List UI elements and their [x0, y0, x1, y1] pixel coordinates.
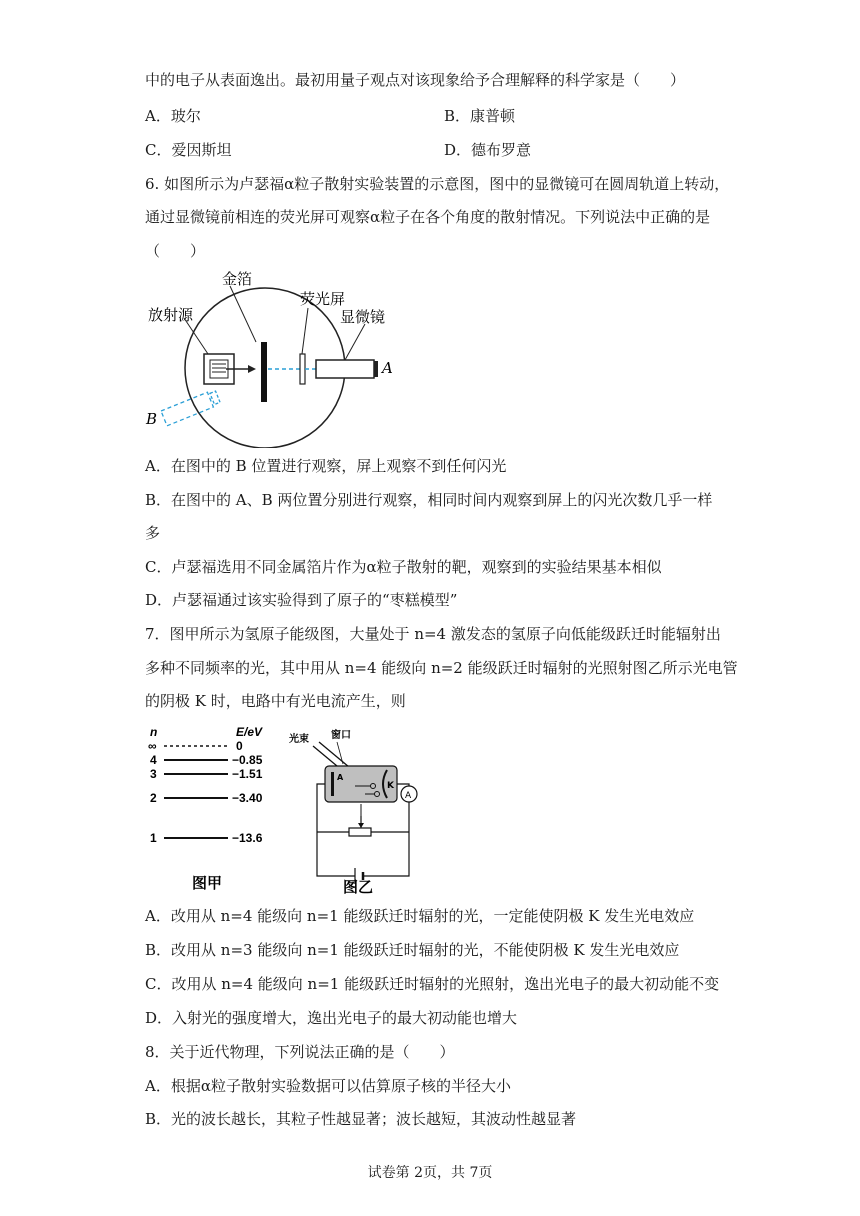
label-ammeter: A [405, 791, 412, 801]
q5-option-a: A．玻尔 [145, 107, 201, 125]
n-header: n [150, 725, 158, 739]
page-footer: 试卷第 2页，共 7页 [367, 1165, 493, 1181]
q5-option-b: B．康普顿 [444, 107, 516, 125]
label-source: 放射源 [148, 306, 194, 324]
q6-stem-line3: （ ） [145, 242, 206, 260]
q7-stem-line1: 7．图甲所示为氢原子能级图，大量处于 n=4 激发态的氢原子向低能级跃迁时能辐射出 [145, 625, 721, 643]
q6-stem-line1: 6. 如图所示为卢瑟福α粒子散射实验装置的示意图，图中的显微镜可在圆周轨道上转动， [145, 175, 730, 193]
gold-foil-mark [261, 342, 267, 402]
level-e-2: −3.40 [232, 791, 263, 805]
label-position-a: A [382, 359, 393, 377]
e-header: E/eV [236, 725, 263, 739]
q6-option-a: A．在图中的 B 位置进行观察，屏上观察不到任何闪光 [145, 457, 507, 475]
q5-stem-tail: 中的电子从表面逸出。最初用量子观点对该现象给予合理解释的科学家是（ ） [145, 71, 686, 89]
screen-leader [302, 308, 308, 354]
q7-option-b: B．改用从 n=3 能级向 n=1 能级跃迁时辐射的光，不能使阴极 K 发生光电效应 [145, 941, 680, 959]
label-gold-foil: 金箔 [222, 270, 253, 288]
level-e-3: −1.51 [232, 767, 263, 781]
q7-option-d: D．入射光的强度增大，逸出光电子的最大初动能也增大 [145, 1009, 518, 1027]
level-e-inf: 0 [236, 739, 243, 753]
q8-stem: 8．关于近代物理，下列说法正确的是（ ） [145, 1043, 455, 1061]
label-position-b: B [146, 410, 158, 428]
q6-option-b-line2: 多 [145, 524, 161, 542]
microscope-leader [345, 324, 365, 360]
level-n-3: 3 [150, 767, 157, 781]
q6-option-b-line1: B．在图中的 A、B 两位置分别进行观察，相同时间内观察到屏上的闪光次数几乎一样 [145, 491, 713, 509]
q8-option-a: A．根据α粒子散射实验数据可以估算原子核的半径大小 [145, 1077, 511, 1095]
rheostat [349, 828, 371, 836]
microscope-b-dashed [161, 389, 221, 426]
q6-option-c: C．卢瑟福选用不同金属箔片作为α粒子散射的靶，观察到的实验结果基本相似 [145, 558, 662, 576]
q6-stem-line2: 通过显微镜前相连的荧光屏可观察α粒子在各个角度的散射情况。下列说法中正确的是 [145, 208, 711, 226]
wire-right [363, 802, 409, 876]
rutherford-scattering-diagram [140, 268, 410, 448]
q7-stem-line2: 多种不同频率的光，其中用从 n=4 能级向 n=2 能级跃迁时辐射的光照射图乙所示光电管 [145, 659, 738, 677]
level-n-1: 1 [150, 831, 157, 845]
level-n-4: 4 [150, 753, 157, 767]
photoelectric-circuit-diagram [285, 728, 435, 894]
label-window: 窗口 [331, 730, 351, 741]
q5-option-d: D．德布罗意 [444, 141, 532, 159]
caption-jia: 图甲 [192, 875, 223, 892]
caption-yi: 图乙 [343, 879, 374, 894]
level-e-4: −0.85 [232, 753, 263, 767]
q8-option-b: B．光的波长越长，其粒子性越显著；波长越短，其波动性越显著 [145, 1110, 577, 1128]
q5-option-c: C．爱因斯坦 [145, 141, 232, 159]
level-e-1: −13.6 [232, 831, 263, 845]
label-cathode: K [387, 781, 394, 791]
q7-option-a: A．改用从 n=4 能级向 n=1 能级跃迁时辐射的光，一定能使阴极 K 发生光电效应 [145, 907, 695, 925]
level-n-2: 2 [150, 791, 157, 805]
gold-foil-leader [230, 286, 256, 342]
anode-plate [331, 772, 334, 796]
microscope-a [316, 360, 374, 378]
level-n-inf: ∞ [148, 739, 157, 753]
energy-level-diagram [140, 722, 290, 894]
source-inner [210, 360, 228, 378]
label-microscope: 显微镜 [340, 308, 386, 326]
label-light-beam: 光束 [289, 734, 309, 745]
fluorescent-screen [300, 354, 305, 384]
q6-option-d: D．卢瑟福通过该实验得到了原子的“枣糕模型” [145, 591, 458, 609]
label-anode: A [337, 773, 344, 782]
q7-stem-line3: 的阴极 K 时，电路中有光电流产生，则 [145, 692, 406, 710]
label-screen: 荧光屏 [300, 290, 346, 308]
q7-option-c: C．改用从 n=4 能级向 n=1 能级跃迁时辐射的光照射，逸出光电子的最大初动能不变 [145, 975, 720, 993]
